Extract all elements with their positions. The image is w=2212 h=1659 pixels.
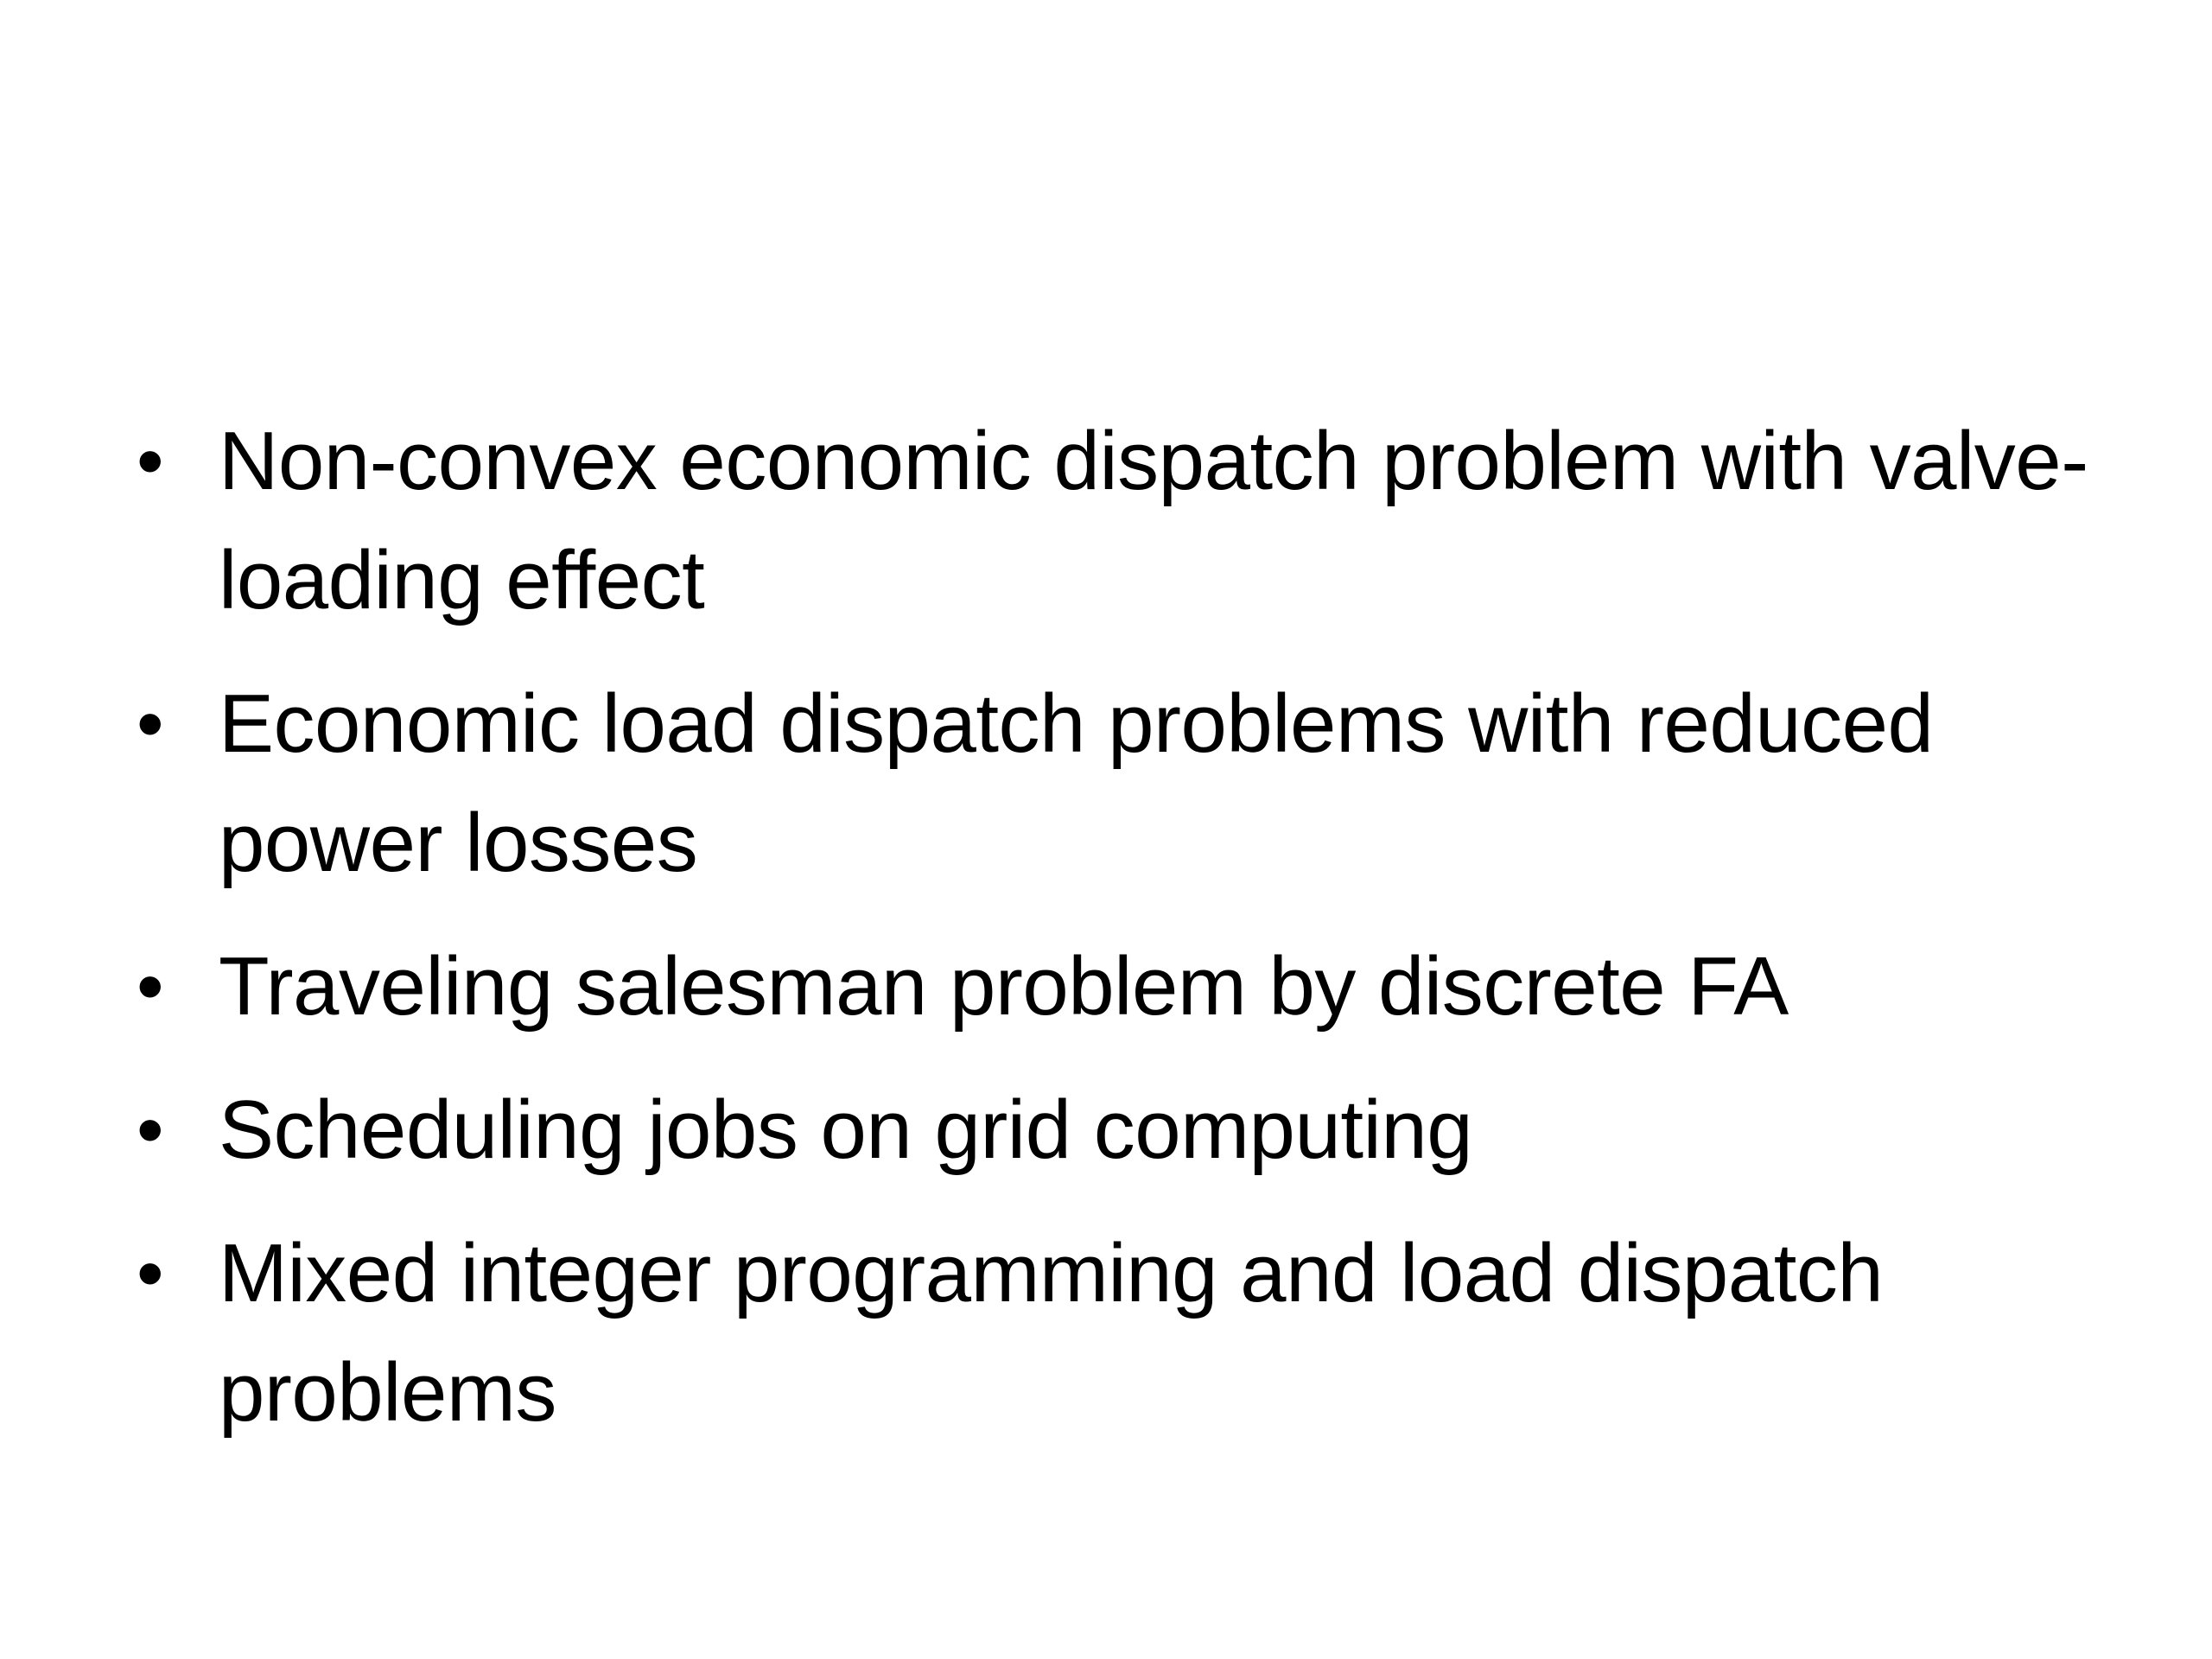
bullet-list [130,402,2100,1477]
list-item [130,1214,2100,1452]
list-item [130,402,2100,640]
bullet-text: Scheduling jobs on grid computing [219,1084,1473,1176]
bullet-text: Economic load dispatch problems with reduced power losses [219,677,1934,889]
bullet-icon: • [137,1087,164,1173]
bullet-icon: • [137,418,164,505]
bullet-icon: • [137,1230,164,1317]
bullet-text: Non-convex economic dispatch problem with valve-loading effect [219,415,2088,626]
bullet-text: Traveling salesman problem by discrete FA [219,940,1789,1033]
bullet-icon: • [137,944,164,1030]
bullet-icon: • [137,681,164,767]
list-item [130,927,2100,1046]
list-item [130,664,2100,903]
bullet-text: Mixed integer programming and load dispatch problems [219,1227,1884,1439]
list-item [130,1071,2100,1190]
